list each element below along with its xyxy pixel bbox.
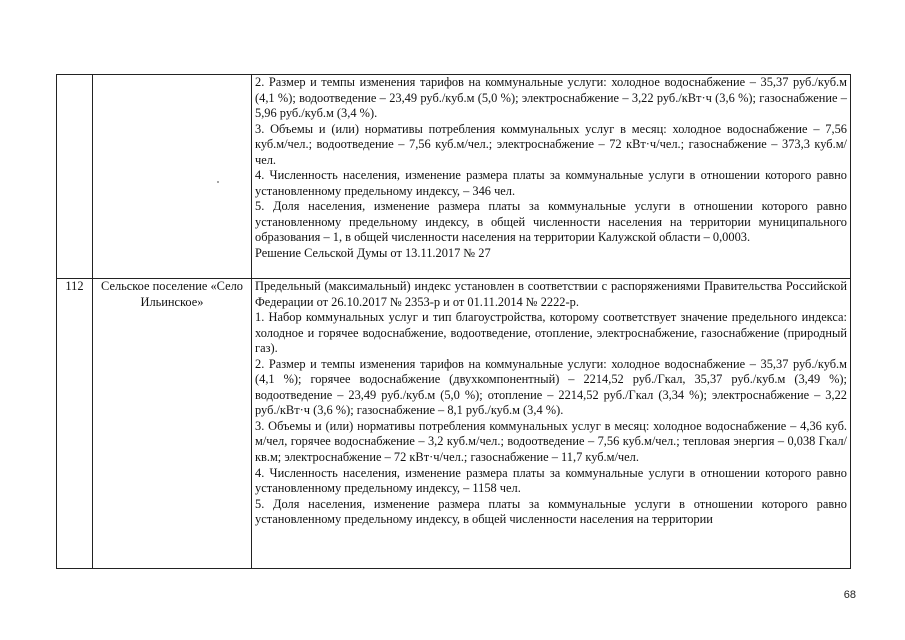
tariff-table xyxy=(56,74,851,569)
paragraph-population: 4. Численность населения, изменение размера платы за коммунальные услуги в отношении которого равно установленному предельному индексу, – 346 чел. xyxy=(255,168,847,198)
paragraph-tariffs: 2. Размер и темпы изменения тарифов на коммунальные услуги: холодное водоснабжение – 35,37 руб./куб.м (4,1 %); водоотведение – 23,49 руб./куб.м (5,0 %); электроснабжение – 3,22 руб./кВт·ч (3,6 %); газоснабжение – 5,96 руб./куб.м (3,4 %). xyxy=(255,75,847,121)
paragraph-share: 5. Доля населения, изменение размера платы за коммунальные услуги в отношении которого равно установленному предельному индексу, в общей численности населения на территории муниципального образования – 1, в общей численности населения на территории Калужской области – 0,0003. xyxy=(255,199,847,245)
paragraph-tariffs: 2. Размер и темпы изменения тарифов на коммунальные услуги: холодное водоснабжение – 35,37 руб./куб.м (4,1 %); горячее водоснабжение (двухкомпонентный) – 2214,52 руб./Гкал, 35,37 руб./куб.м (3,49 %); водоотведение – 23,49 руб./куб.м (5,0 %); отопление – 2214,52 руб./Гкал (3,34 %); электроснабжение – 3,22 руб./кВт·ч (3,6 %); газоснабжение – 8,1 руб./куб.м (3,4 %). xyxy=(255,356,847,418)
paragraph-consumption: 3. Объемы и (или) нормативы потребления коммунальных услуг в месяц: холодное водоснабжение – 4,36 куб. м/чел, горячее водоснабжение – 3,2 куб.м/чел.; водоотведение – 7,56 куб.м/чел.; тепловая энергия – 0,038 Гкал/кв.м; электроснабжение – 72 кВт·ч/чел.; газоснабжение – 11,7 куб.м/чел. xyxy=(255,418,847,465)
paragraph-share: 5. Доля населения, изменение размера платы за коммунальные услуги в отношении которого равно установленному предельному индексу, в общей численности населения на территории xyxy=(255,496,847,527)
page-number: 68 xyxy=(843,589,856,601)
paragraph-index: Предельный (максимальный) индекс установлен в соответствии с распоряжениями Правительства Российской Федерации от 26.10.2017 № 2353-р и от 01.11.2014 № 2222-р. xyxy=(255,279,847,309)
row-number-cell: 112 xyxy=(57,279,93,569)
paragraph-services: 1. Набор коммунальных услуг и тип благоустройства, которому соответствует значение предельного индекса: холодное и горячее водоснабжение, водоотведение, отопление, электроснабжение, газоснабжение (природный газ). xyxy=(255,310,847,356)
description-cell xyxy=(252,279,851,569)
paragraph-population: 4. Численность населения, изменение размера платы за коммунальные услуги в отношении которого равно установленному предельному индексу, – 1158 чел. xyxy=(255,465,847,496)
municipality-name-cell xyxy=(93,75,252,279)
table-row xyxy=(57,75,851,279)
paragraph-consumption: 3. Объемы и (или) нормативы потребления коммунальных услуг в месяц: холодное водоснабжение – 7,56 куб.м/чел.; водоотведение – 7,56 куб.м/чел.; электроснабжение – 72 кВт·ч/чел.; газоснабжение – 373,3 куб.м/чел. xyxy=(255,121,847,167)
municipality-name-cell: Сельское поселение «Село Ильинское» xyxy=(93,279,252,569)
paragraph-decision: Решение Сельской Думы от 13.11.2017 № 27 xyxy=(255,246,491,261)
description-cell xyxy=(252,75,851,279)
table-row xyxy=(57,279,851,569)
row-number-cell xyxy=(57,75,93,279)
scan-speck xyxy=(217,181,219,183)
